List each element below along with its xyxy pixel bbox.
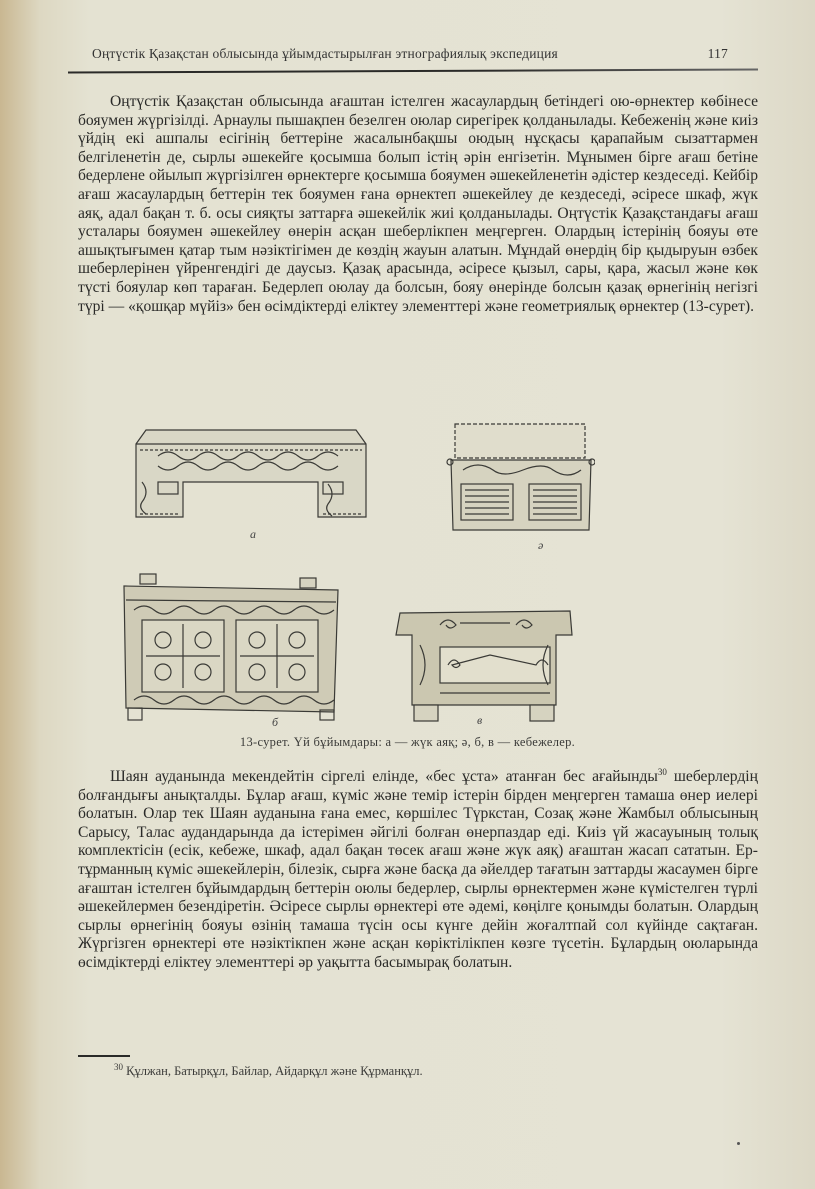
bench-drawing-icon — [128, 422, 378, 522]
figure-panel-b — [120, 572, 342, 722]
carved-chest-drawing-icon — [360, 605, 580, 723]
figure-label-ae: ә — [538, 538, 544, 552]
header-rule — [68, 68, 758, 73]
figure-label-v: в — [477, 713, 483, 727]
paragraph-1: Оңтүстік Қазақстан облысында ағаштан істелген жасаулардың бетіндегі ою-өрнектер көбінесе бояумен жүргізілді. Арнаулы пышақпен безелген оюлар сирегірек қолданылады. Кебеженің және киіз үйдің екі ашпалы есігінің беттеріне жасалынбақшы оюдың нұсқасы қарапайым сызаттармен белгіленетін де, сырлы әшекейге қосымша болып істің әрін енгізетін. Мұнымен бірге ағаш бетіне бедерлене ойылып жүргізілген өрнектерге қосымша бояумен әшекейленетін әдістер кездеседі. Кейбір ағаш жасаулардың беттерін тек бояумен ғана өрнектеп әшекейлеу де кездеседі, әсіресе шкаф, жүк аяқ, адал бақан т. б. осы сияқты заттарға әшекейлік жиі қолданылады. Оңтүстік Қазақстандағы ағаш усталары бояумен әшекейлеу өнерін асқан шеберлікпен меңгерген. Олардың істерінің бояуы өте ашықтығымен қатар тым нәзіктігімен де көздің жауын алатын. Мұндай өнердің бір қыдыруын өзбек шеберлерінен үйренгендігі де даусыз. Қазақ арасында, әсіресе қызыл, сары, қара, жасыл және көк түсті бояулар көп тараған. Бедерлеп оюлау да болсын, бояу өнерінде болсын қазақ өрнегінің негізгі түрі — «қошқар мүйіз» бен өсімдіктерді еліктеу элементтері және геометриялық өрнектер (13-сурет). — [78, 93, 758, 315]
paper-speck — [737, 1142, 740, 1145]
figure-label-b: б — [272, 715, 279, 729]
paragraph-2-rest: шеберлердің болғандығы анықталды. Бұлар ағаш, күміс және темір істерін бірден меңгерген тамаша өнер иелері болатын. Олар тек Шаян ауданына ғана емес, көршілес Түркстан, Созақ және Жамбыл облысының Сарысу, Талас аудандарында да істерімен әйгілі болған өнерпаздар еді. Киіз үй жасауының толық комплектісін (есік, кебеже, шкаф, адал бақан төсек ағаш және жүк аяқ) ағаштан жасап сататын. Ер-тұрманның күміс әшекейлерін, білезік, сырға және басқа да әйелдер тағатын заттарды жасаумен бірге ағаштан істелген бұйымдардың беттерін оюлы бедерлер, сырлы өрнектермен және күмістелген түрлі әшекейлермен безендіретін. Әсіресе сырлы өрнектері өте әдемі, көңілге қонымды болатын. Олардың сырлы өрнегінің бояуы өзінің тамаша түсін осы күнге дейін жоғалтпай сол күйінде сақтаған. Жүргізген өрнектері өте нәзіктікпен және асқан көріктілікпен көзге түсетін. Бұлардың оюларында өсімдіктерді еліктеу элементтері әр уақытта басымырақ болатын. — [78, 768, 758, 971]
body-text-top — [78, 93, 758, 316]
figure-caption: 13-сурет. Үй бұйымдары: а — жүк аяқ; ә, б, в — кебежелер. — [239, 735, 576, 749]
figure-label-a: а — [250, 527, 256, 541]
running-title: Оңтүстік Қазақстан облысында ұйымдастырылған этнографиялық экспедиция — [92, 46, 558, 61]
running-head — [90, 46, 750, 62]
footnote — [114, 1061, 423, 1079]
footnote-number: 30 — [114, 1061, 123, 1072]
body-text-bottom — [78, 768, 758, 973]
footnote-reference[interactable]: 30 — [657, 766, 667, 777]
figure-panel-v — [360, 605, 580, 723]
footnote-text: Құлжан, Батырқұл, Байлар, Айдарқұл және Құрманқұл. — [126, 1064, 423, 1078]
footnote-rule — [78, 1055, 130, 1057]
paragraph-2-start: Шаян ауданында мекендейтін сіргелі елінде, «бес ұста» атанған бес ағайынды — [110, 768, 658, 785]
chest-with-lid-drawing-icon — [445, 418, 595, 540]
paragraph-2 — [78, 768, 758, 973]
page-number: 117 — [707, 46, 728, 61]
chest-with-doors-drawing-icon — [120, 572, 342, 722]
figure-panel-a — [128, 422, 378, 522]
figure-panel-ae — [445, 418, 595, 540]
